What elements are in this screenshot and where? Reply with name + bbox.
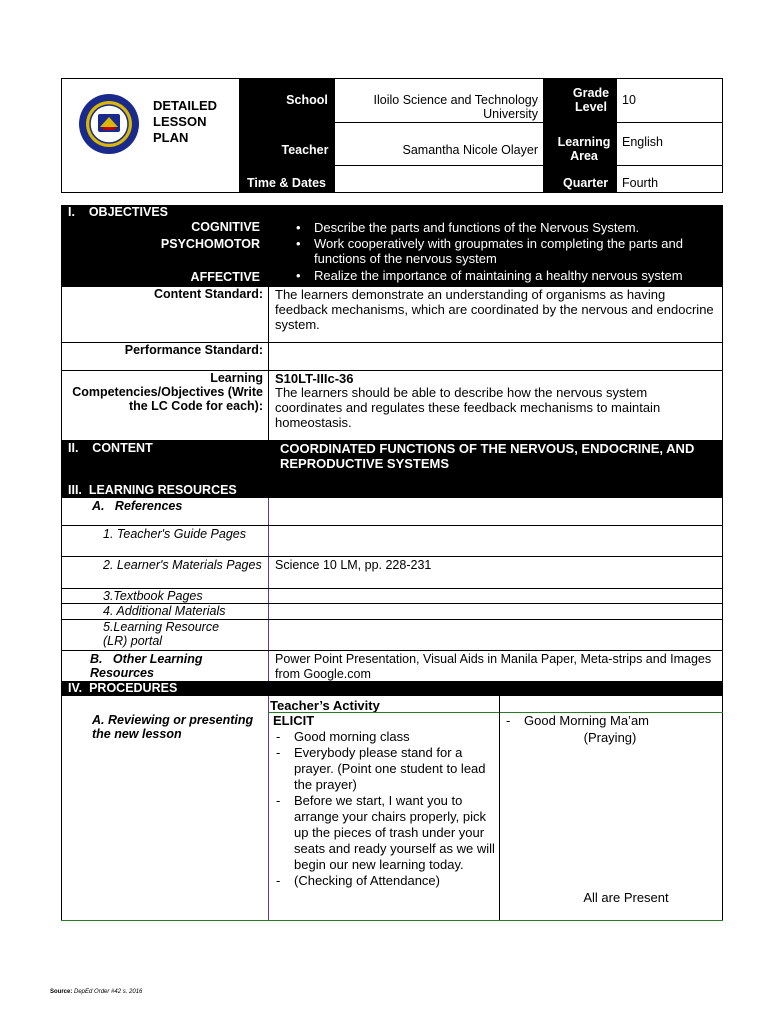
- doc-title: DETAILED LESSON PLAN: [153, 98, 218, 145]
- cognitive-label: COGNITIVE: [191, 220, 260, 234]
- teacher-item: - Before we start, I want you to arrange your chairs properly, pick up the pieces of trash under your seats and ready yourself as we will begin our new learning today.: [270, 793, 500, 873]
- teacher-label: Teacher: [281, 143, 329, 157]
- lm-pages-value: Science 10 LM, pp. 228-231: [275, 558, 432, 572]
- objectives-heading: I. OBJECTIVES: [68, 205, 169, 219]
- university-seal-logo: [70, 93, 148, 155]
- psychomotor-objective: • Work cooperatively with groupmates in completing the parts and functions of the nervous system: [290, 236, 718, 266]
- teacher-activity-list: [270, 729, 500, 889]
- textbook-pages-label: 3.Textbook Pages: [103, 589, 203, 603]
- additional-materials-label: 4. Additional Materials: [103, 604, 226, 618]
- other-resources-label: B. Other Learning Resources: [90, 652, 206, 680]
- grade-value: 10: [622, 93, 636, 107]
- lc-text: The learners should be able to describe how the nervous system coordinates and regulates these feedback mechanisms to maintain homeostasis.: [275, 385, 661, 430]
- affective-label: AFFECTIVE: [190, 270, 260, 284]
- school-label: School: [286, 93, 328, 107]
- learning-competencies-label: Learning Competencies/Objectives (Write the LC Code for each):: [72, 371, 263, 413]
- content-text: COORDINATED FUNCTIONS OF THE NERVOUS, ENDOCRINE, AND REPRODUCTIVE SYSTEMS: [280, 441, 695, 471]
- teacher-activity-heading: Teacher’s Activity: [270, 698, 380, 713]
- lr-portal-label: 5.Learning Resource (LR) portal: [103, 620, 220, 648]
- student-praying: (Praying): [583, 730, 637, 745]
- elicit-label: ELICIT: [273, 713, 315, 728]
- area-value: English: [622, 135, 663, 149]
- quarter-value: Fourth: [622, 176, 659, 190]
- content-standard-label: Content Standard:: [153, 287, 263, 301]
- objectives-list: [290, 220, 718, 283]
- student-greeting: - Good Morning Ma’am: [500, 713, 720, 729]
- school-value: Iloilo Science and Technology University: [373, 93, 538, 121]
- step-a-label: A. Reviewing or presenting the new lesson: [92, 713, 254, 741]
- student-present: All are Present: [583, 890, 669, 905]
- other-resources-value: Power Point Presentation, Visual Aids in Manila Paper, Meta-strips and Images from Google.com: [275, 652, 712, 681]
- procedures-heading: IV. PROCEDURES: [68, 681, 178, 695]
- quarter-label: Quarter: [563, 176, 609, 190]
- lm-pages-label: 2. Learner's Materials Pages: [103, 558, 262, 572]
- student-activity-list: [500, 713, 720, 729]
- teacher-item: - Everybody please stand for a prayer. (Point one student to lead the prayer): [270, 745, 500, 793]
- lc-code: S10LT-IIIc-36: [275, 371, 354, 386]
- references-label: A. References: [92, 499, 183, 513]
- grade-label: Grade Level: [572, 86, 610, 114]
- source-footer: [50, 988, 250, 996]
- performance-standard-label: Performance Standard:: [124, 343, 263, 357]
- content-standard-text: The learners demonstrate an understanding of organisms as having feedback mechanisms, which are coordinated by the nervous and endocrine system.: [275, 287, 714, 332]
- tg-pages-label: 1. Teacher's Guide Pages: [103, 527, 246, 541]
- source-label: Source:: [50, 989, 73, 995]
- teacher-item: - Good morning class: [270, 729, 500, 745]
- affective-objective: • Realize the importance of maintaining a healthy nervous system: [290, 268, 718, 283]
- time-label: Time & Dates: [247, 176, 326, 190]
- teacher-item: - (Checking of Attendance): [270, 873, 500, 889]
- source-text: DepEd Order #42 s. 2016: [74, 989, 143, 995]
- content-heading: II. CONTENT: [68, 441, 153, 455]
- area-label: Learning Area: [557, 135, 611, 163]
- teacher-value: Samantha Nicole Olayer: [402, 143, 538, 157]
- psychomotor-label: PSYCHOMOTOR: [160, 237, 260, 251]
- cognitive-objective: • Describe the parts and functions of the Nervous System.: [290, 220, 718, 235]
- learning-resources-heading: III. LEARNING RESOURCES: [68, 483, 237, 497]
